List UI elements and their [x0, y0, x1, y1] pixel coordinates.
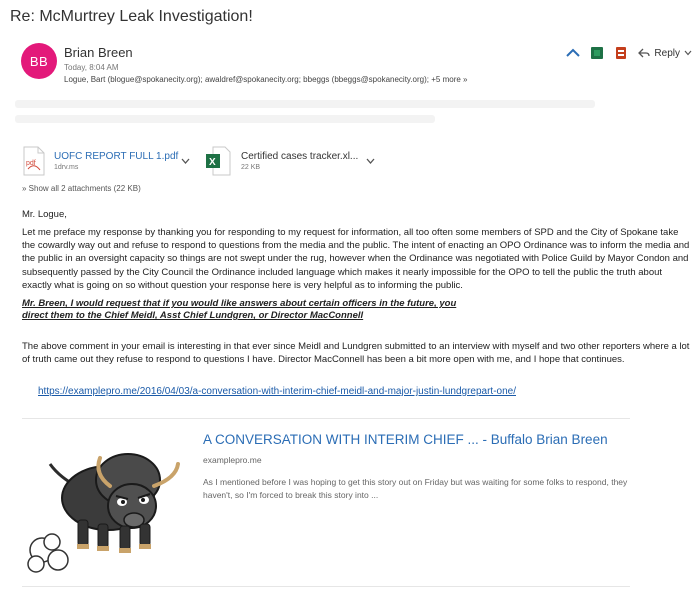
attachment-size: 22 KB [241, 164, 261, 171]
attachment-excel[interactable] [205, 144, 375, 178]
quoted-text: direct them to the Chief Meidl, Asst Chief Lundgren, or Director MacConnell [22, 310, 364, 321]
paragraph: Let me preface my response by thanking you for responding to my request for information, all too often some members of SPD and the City of Spokane take the cowardly way out and refuse to respond to questions from the media and the public. The intent of enacting an OPO Ordinance was to inform the media and the public in an oversight capacity so things are not swept under the rug, however when the Ordinance was negotiated with Police Guild by Mayor Condon and subsequently passed by the City Council the Ordinance included language which makes it nearly impossible for the OPO to tell the public the truth about exactly what is going on so without question your response here is very helpful as to informing the public. [22, 227, 690, 291]
svg-text:X: X [209, 157, 216, 168]
redacted-line [15, 100, 595, 108]
reply-label: Reply [654, 47, 680, 59]
avatar[interactable]: BB [21, 43, 57, 79]
attachment-name: Certified cases tracker.xl... [241, 151, 359, 162]
divider [22, 586, 630, 587]
link-preview-site: examplepro.me [203, 455, 262, 465]
excel-app-icon[interactable] [590, 46, 604, 60]
show-all-attachments-link[interactable]: » Show all 2 attachments (22 KB) [22, 184, 141, 193]
sender-name[interactable]: Brian Breen [64, 45, 133, 60]
chevron-down-icon[interactable] [366, 158, 375, 164]
pdf-icon [22, 146, 46, 176]
chevron-down-icon[interactable] [181, 158, 190, 164]
recipient-list[interactable]: Logue, Bart (blogue@spokanecity.org); awaldref@spokanecity.org; bbeggs (bbeggs@spokanecity.org); +5 more » [64, 75, 468, 84]
paragraph: The above comment in your email is interesting in that ever since Meidl and Lundgren submitted to an interview with myself and two other reporters where a lot of truth came out they refuse to respond to questions I have. Director MacConnell has been a bit more open with me, and I hope that continues. [22, 341, 690, 366]
sent-time: Today, 8:04 AM [64, 63, 119, 72]
greeting: Mr. Logue, [22, 209, 67, 220]
chevron-down-icon[interactable] [684, 50, 692, 56]
attachment-source: 1drv.ms [54, 164, 79, 171]
attachment-pdf[interactable] [22, 144, 190, 178]
buffalo-image[interactable] [20, 428, 190, 573]
divider [22, 418, 630, 419]
email-subject: Re: McMurtrey Leak Investigation! [10, 8, 253, 25]
attachment-name: UOFC REPORT FULL 1.pdf [54, 151, 179, 162]
redacted-line [15, 115, 435, 123]
svg-text:pdf: pdf [26, 160, 36, 167]
quoted-text: Mr. Breen, I would request that if you would like answers about certain officers in the future, you [22, 298, 457, 309]
reply-button[interactable] [638, 48, 692, 59]
link-preview-title[interactable]: A CONVERSATION WITH INTERIM CHIEF ... - Buffalo Brian Breen [203, 432, 608, 447]
excel-icon [205, 146, 231, 176]
article-link[interactable]: https://examplepro.me/2016/04/03/a-conversation-with-interim-chief-meidl-and-major-justin-lundgrepart-one/ [38, 386, 516, 397]
link-preview-description: As I mentioned before I was hoping to get this story out on Friday but was waiting for some folks to respond, they haven't, so I'm forced to break this story into ... [203, 477, 628, 500]
office-app-icon[interactable] [614, 46, 628, 60]
reply-icon [638, 48, 650, 58]
message-actions [566, 46, 692, 60]
reply-all-icon[interactable] [566, 46, 580, 60]
